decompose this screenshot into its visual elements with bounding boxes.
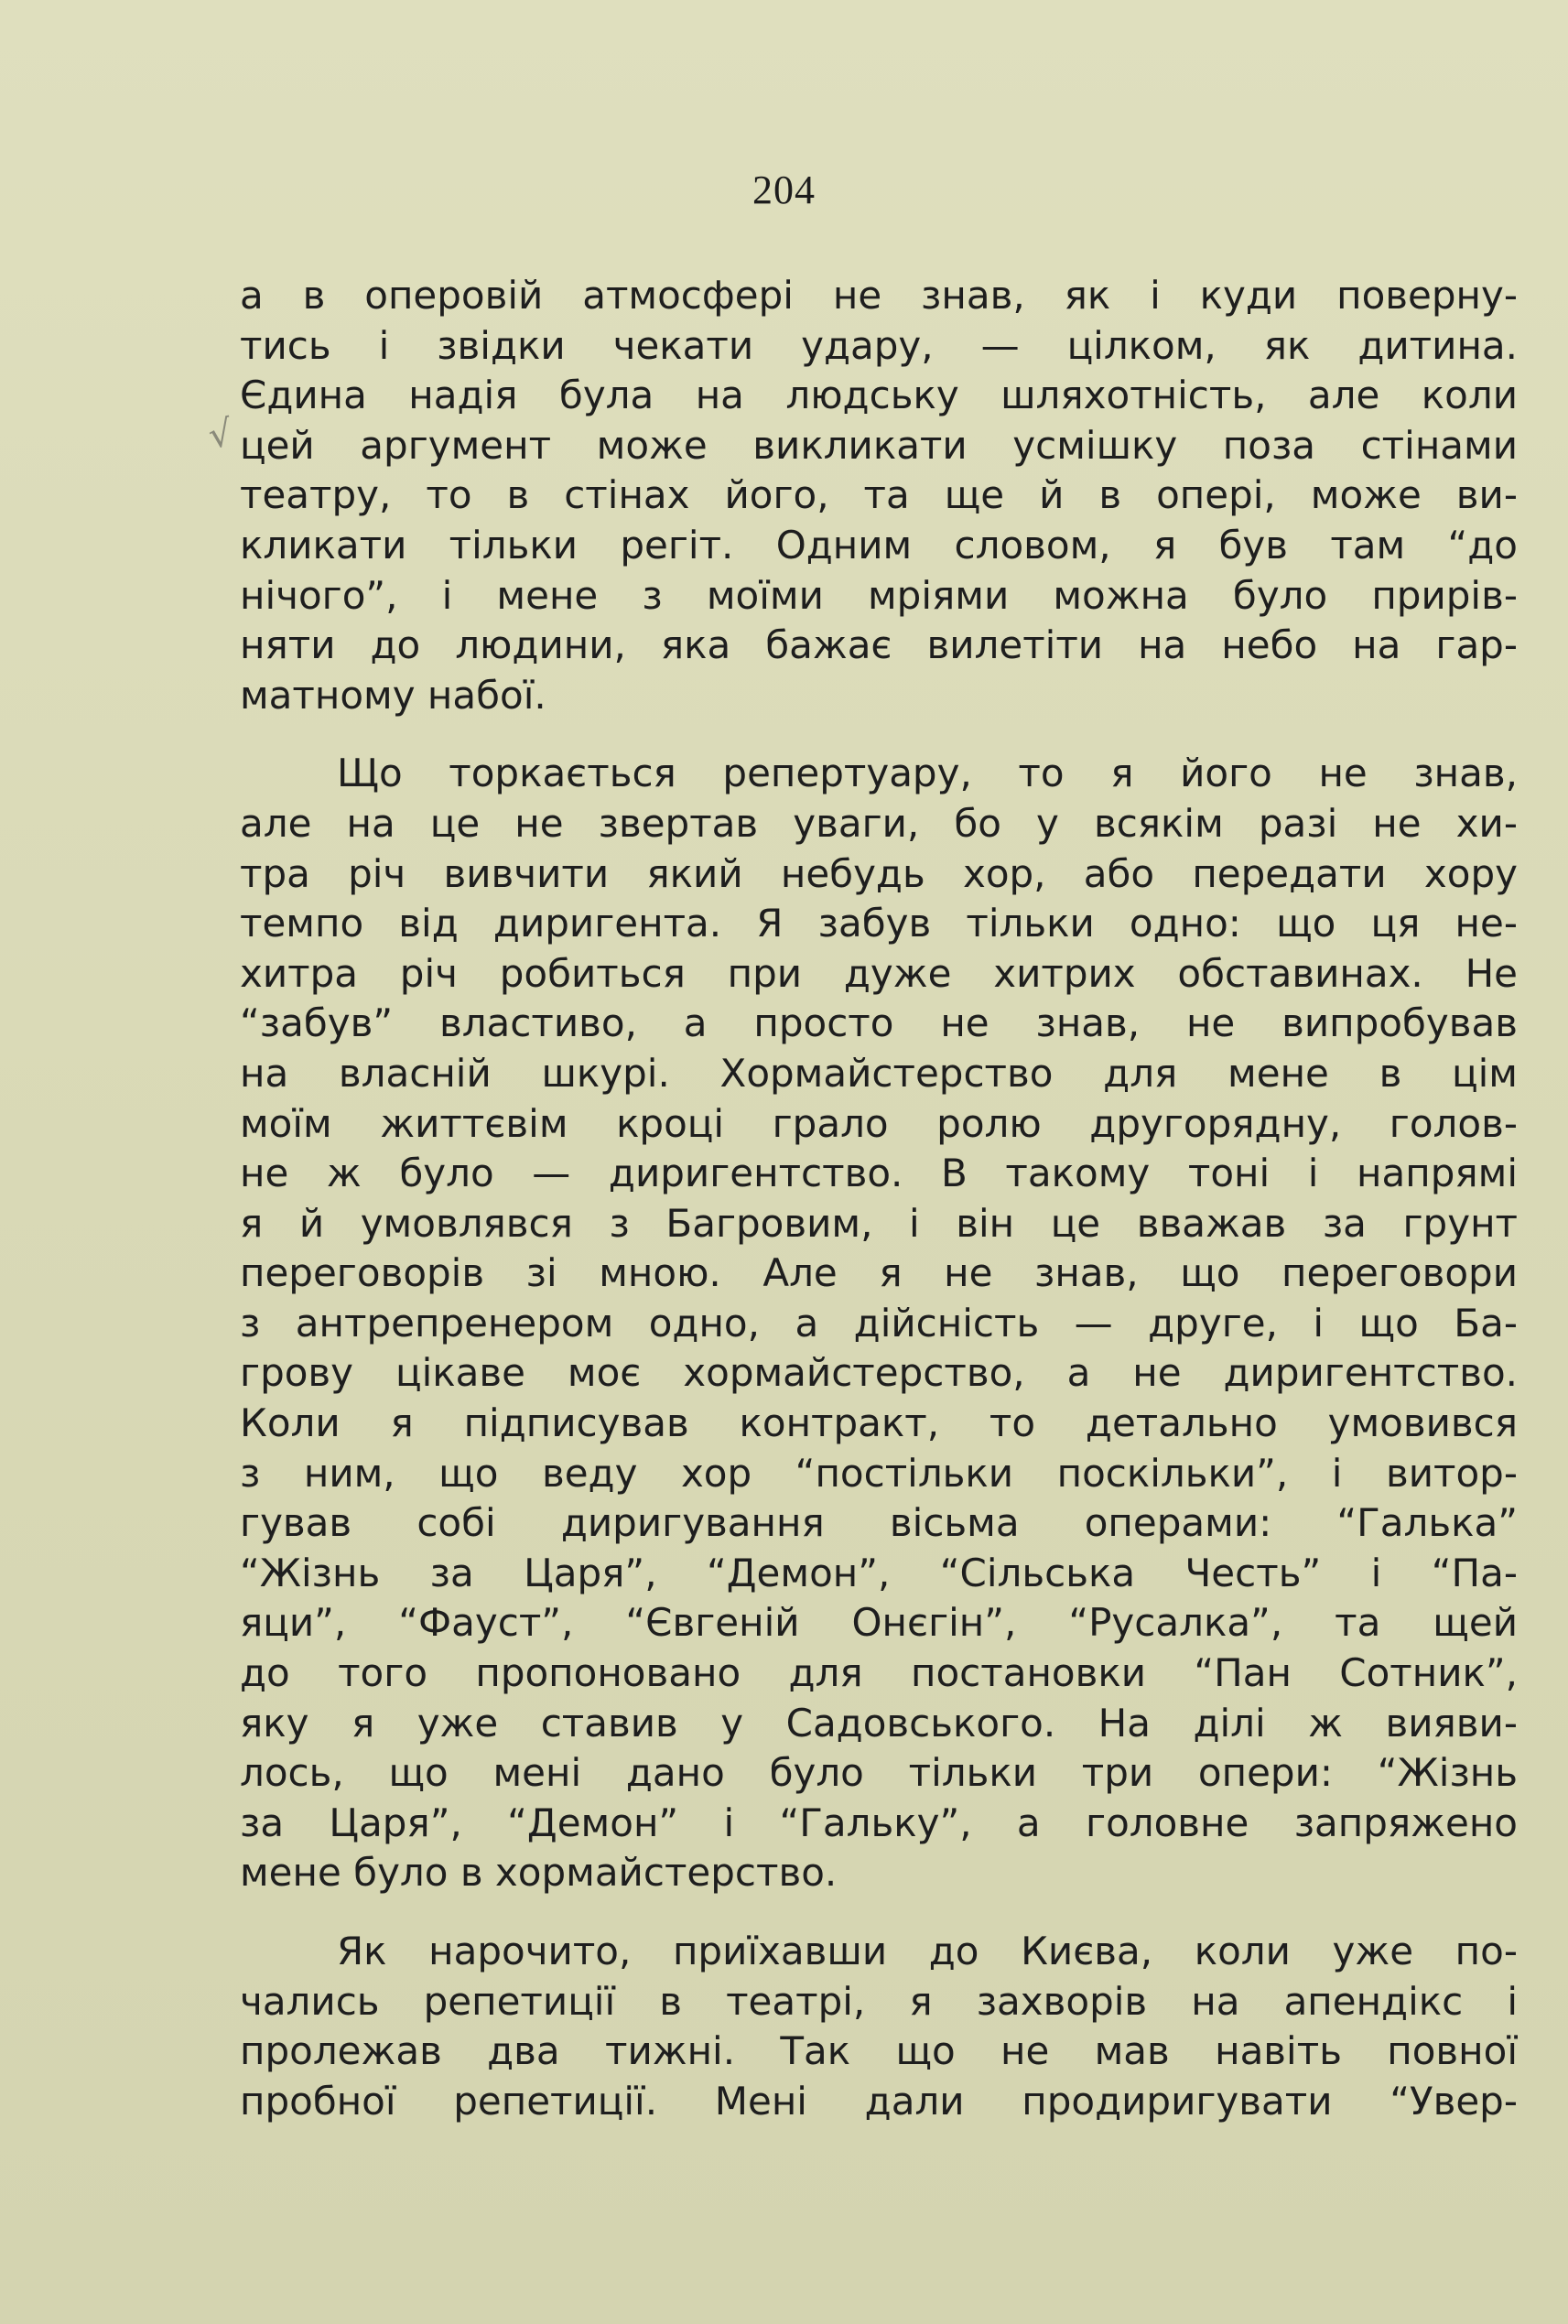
text-line: а в оперовій атмосфері не знав, як і куди поверну-: [240, 273, 1518, 318]
page-number: 204: [752, 168, 816, 212]
text-line: хитра річ робиться при дуже хитрих обставинах. Не: [240, 950, 1518, 996]
paragraph: [240, 749, 1518, 1898]
text-line: кликати тільки регіт. Одним словом, я був там “до: [240, 522, 1518, 567]
text-line: Єдина надія була на людську шляхотність, але коли: [240, 373, 1518, 418]
text-line: Що торкається репертуару, то я його не знав,: [337, 751, 1518, 796]
text-line: матному набої.: [240, 672, 546, 718]
text-line: але на це не звертав уваги, бо у всякім разі не хи-: [240, 800, 1518, 846]
text-line: пролежав два тижні. Так що не мав навіть повної: [240, 2028, 1518, 2074]
text-line: з антрепренером одно, а дійсність — друге, і що Ба-: [240, 1300, 1518, 1346]
text-line: за Царя”, “Демон” і “Гальку”, а головне запряжено: [240, 1800, 1518, 1845]
text-line: пробної репетиції. Мені дали продиригувати “Увер-: [240, 2078, 1518, 2124]
text-line: темпо від диригента. Я забув тільки одно: що ця не-: [240, 901, 1518, 946]
text-line: няти до людини, яка бажає вилетіти на небо на гар-: [240, 622, 1518, 668]
text-line: нічого”, і мене з моїми мріями можна було прирів-: [240, 572, 1518, 618]
text-line: Як нарочито, приїхавши до Києва, коли уже по-: [337, 1929, 1518, 1973]
text-line: грову цікаве моє хормайстерство, а не диригентство.: [240, 1350, 1518, 1396]
page-text-body: [240, 271, 1518, 2126]
text-line: тись і звідки чекати удару, — цілком, як дитина.: [240, 322, 1518, 368]
text-line: Коли я підписував контракт, то детально умовився: [240, 1400, 1518, 1446]
text-line: моїм життєвім кроці грало ролю другорядну, голов-: [240, 1100, 1518, 1146]
text-line: з ним, що веду хор “постільки поскільки”, і витор-: [240, 1450, 1518, 1496]
text-line: я й умовлявся з Багровим, і він це вважав за грунт: [240, 1200, 1518, 1246]
paragraph: [240, 1927, 1518, 2126]
text-line: яци”, “Фауст”, “Євгеній Онєгін”, “Русалка”, та щей: [240, 1600, 1518, 1646]
text-line: гував собі диригування вісьма операми: “Галька”: [240, 1500, 1518, 1546]
text-line: чались репетиції в театрі, я захворів на апендікс і: [240, 1978, 1518, 2024]
margin-checkmark: √: [205, 412, 236, 458]
text-line: не ж було — диригентство. В такому тоні і напрямі: [240, 1151, 1518, 1196]
text-line: на власній шкурі. Хормайстерство для мене в цім: [240, 1050, 1518, 1096]
text-line: мене було в хормайстерство.: [240, 1850, 838, 1896]
text-line: “Жізнь за Царя”, “Демон”, “Сільська Честь” і “Па-: [240, 1550, 1518, 1595]
paragraph: [240, 271, 1518, 720]
text-line: тра річ вивчити який небудь хор, або передати хору: [240, 850, 1518, 896]
text-line: лось, що мені дано було тільки три опери: “Жізнь: [240, 1750, 1518, 1796]
text-line: яку я уже ставив у Садовського. На ділі ж вияви-: [240, 1700, 1518, 1746]
text-line: до того пропоновано для постановки “Пан Сотник”,: [240, 1650, 1518, 1696]
text-line: переговорів зі мною. Але я не знав, що переговори: [240, 1250, 1518, 1296]
text-line: цей аргумент може викликати усмішку поза стінами: [240, 422, 1518, 468]
text-line: “забув” властиво, а просто не знав, не випробував: [240, 1000, 1518, 1046]
text-line: театру, то в стінах його, та ще й в опері, може ви-: [240, 472, 1518, 518]
